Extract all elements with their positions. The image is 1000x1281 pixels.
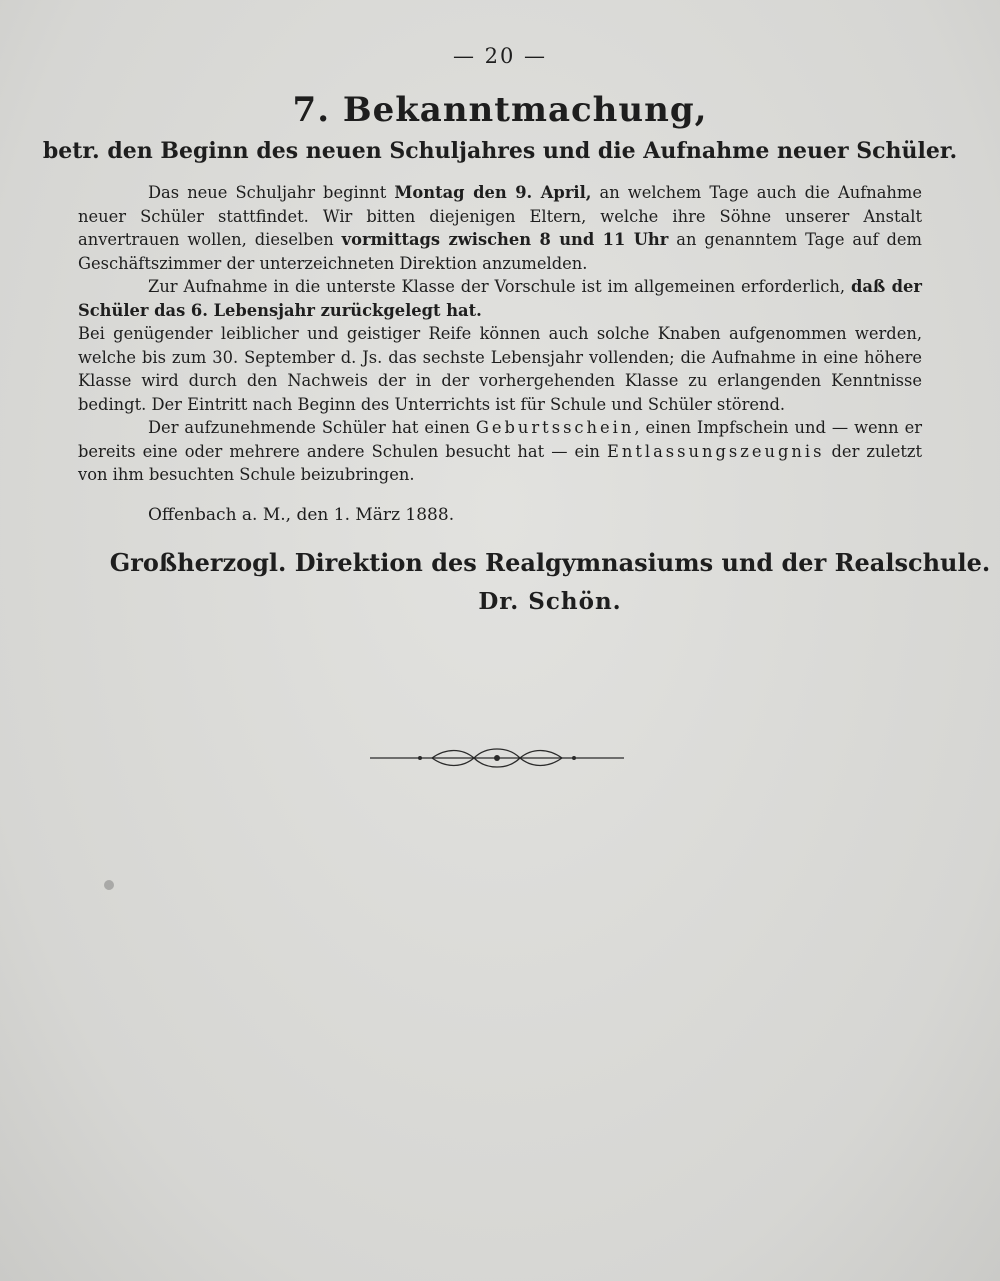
page-subtitle: betr. den Beginn des neuen Schuljahres und die Aufnahme neuer Schüler. [42,138,958,164]
paragraph-3: Bei genügender leiblicher und geistiger Reife können auch solche Knaben aufgenommen werden, welche bis zum 30. September d. Js. das sechste Lebensjahr vollenden; die Aufnahme in eine höhere Klasse wird durch den Nachweis der in der vorhergehenden Klasse zu erlangenden Kenntnisse bedingt. Der Eintritt nach Beginn des Unterrichts ist für Schule und Schüler störend. [78,324,922,414]
page-title: 7. Bekanntmachung, [292,90,708,130]
ink-spot [104,880,114,890]
ornament-divider [370,744,624,772]
paragraph-4: Der aufzunehmende Schüler hat einen Geburtsschein, einen Impfschein und — wenn er bereits eine oder mehrere andere Schulen besucht hat — ein Entlassungszeugnis der zuletzt von ihm besuchten Schule beizubringen. [78,418,922,484]
date-line: Offenbach a. M., den 1. März 1888. [148,505,455,525]
signature-institution: Großherzogl. Direktion des Realgymnasiums und der Realschule. [109,548,991,577]
signer-name: Dr. Schön. [478,588,622,615]
body-text [78,181,922,487]
page-number: — 20 — [452,44,548,68]
paragraph-2: Zur Aufnahme in die unterste Klasse der Vorschule ist im allgemeinen erforderlich, daß der Schüler das 6. Lebensjahr zurückgelegt hat. [78,277,922,320]
paragraph-1: Das neue Schuljahr beginnt Montag den 9. April, an welchem Tage auch die Aufnahme neuer Schüler stattfindet. Wir bitten diejenigen Eltern, welche ihre Söhne unserer Anstalt anvertrauen wollen, dieselben vormittags zwischen 8 und 11 Uhr an genanntem Tage auf dem Geschäftszimmer der unterzeichneten Direktion anzumelden. [78,183,922,273]
